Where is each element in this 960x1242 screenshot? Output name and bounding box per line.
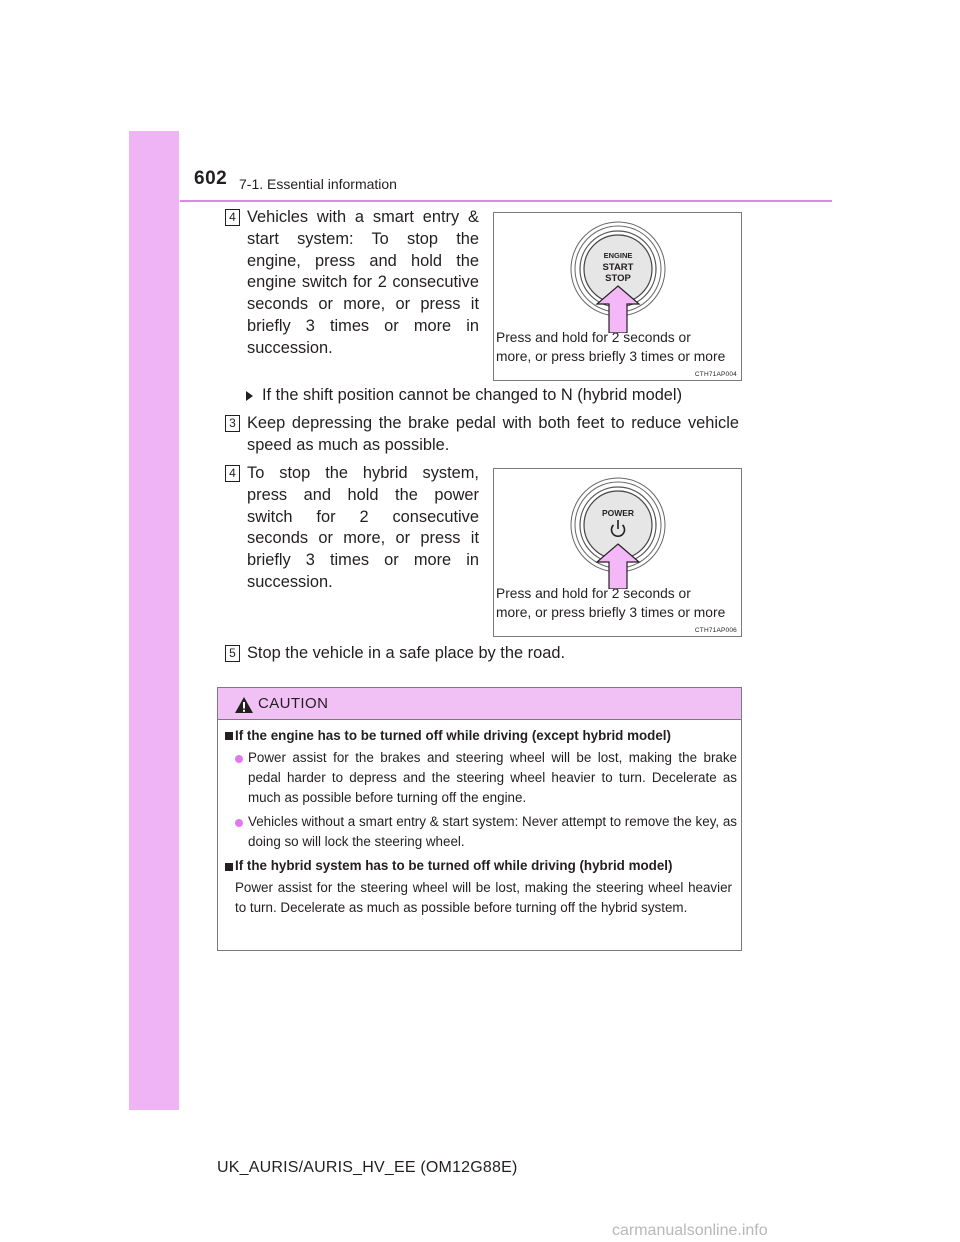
circle-bullet-icon (235, 819, 243, 827)
figure-caption-line2: more, or press briefly 3 times or more (496, 605, 726, 620)
caution-paragraph: Power assist for the steering wheel will be lost, making the steering wheel heavier to turn. Decelerate as much as possible before turning off the hybrid system. (235, 880, 732, 916)
circle-bullet-icon (235, 755, 243, 763)
caution-bullet: Power assist for the brakes and steering wheel will be lost, making the brake pedal harder to depress and the steering wheel heavier to turn. Decelerate as much as possible before turning off the engine. (248, 750, 737, 806)
step-number: 3 (225, 415, 240, 432)
figure-caption-line2: more, or press briefly 3 times or more (496, 349, 726, 364)
step-text: To stop the hybrid system, press and hold the power switch for 2 consecutive seconds or more, or press it briefly 3 times or more in succession. (247, 464, 479, 591)
svg-text:STOP: STOP (605, 273, 631, 284)
section-title: 7-1. Essential information (239, 176, 397, 192)
step-number: 4 (225, 209, 240, 226)
subheading: If the shift position cannot be changed to N (hybrid model) (262, 386, 683, 404)
step-text: Stop the vehicle in a safe place by the road. (247, 644, 566, 662)
figure-caption-line1: Press and hold for 2 seconds or (496, 330, 691, 345)
step-text: Keep depressing the brake pedal with both feet to reduce vehicle speed as much as possible. (247, 414, 739, 454)
watermark: carmanualsonline.info (612, 1222, 768, 1239)
warning-icon (234, 696, 254, 714)
caution-heading: If the hybrid system has to be turned off while driving (hybrid model) (235, 858, 673, 873)
step-number: 4 (225, 465, 240, 482)
figure-engine-switch (493, 212, 742, 381)
page-number: 602 (194, 168, 228, 189)
engine-switch-illustration (494, 213, 741, 333)
square-bullet-icon (225, 863, 233, 871)
svg-text:POWER: POWER (601, 508, 635, 518)
header-rule (180, 200, 832, 202)
caution-box (217, 687, 742, 951)
side-tab (129, 131, 179, 1110)
footer-document-code: UK_AURIS/AURIS_HV_EE (OM12G88E) (217, 1159, 518, 1176)
figure-code: CTH71AP004 (694, 371, 737, 378)
power-switch-illustration (494, 469, 741, 589)
caution-heading: If the engine has to be turned off while driving (except hybrid model) (235, 728, 671, 743)
square-bullet-icon (225, 732, 233, 740)
figure-power-switch (493, 468, 742, 637)
caution-bullet: Vehicles without a smart entry & start system: Never attempt to remove the key, as doing so will lock the steering wheel. (248, 814, 737, 850)
caution-header (218, 688, 741, 720)
svg-text:START: START (602, 262, 634, 273)
figure-code: CTH71AP006 (694, 627, 737, 634)
step-text: Vehicles with a smart entry & start system: To stop the engine, press and hold the engine switch for 2 consecutive seconds or more, or press it briefly 3 times or more in succession. (247, 208, 479, 357)
step-number: 5 (225, 645, 240, 662)
figure-caption-line1: Press and hold for 2 seconds or (496, 586, 691, 601)
triangle-bullet-icon (246, 391, 253, 401)
svg-text:ENGINE: ENGINE (603, 251, 633, 260)
caution-title: CAUTION (258, 695, 329, 712)
